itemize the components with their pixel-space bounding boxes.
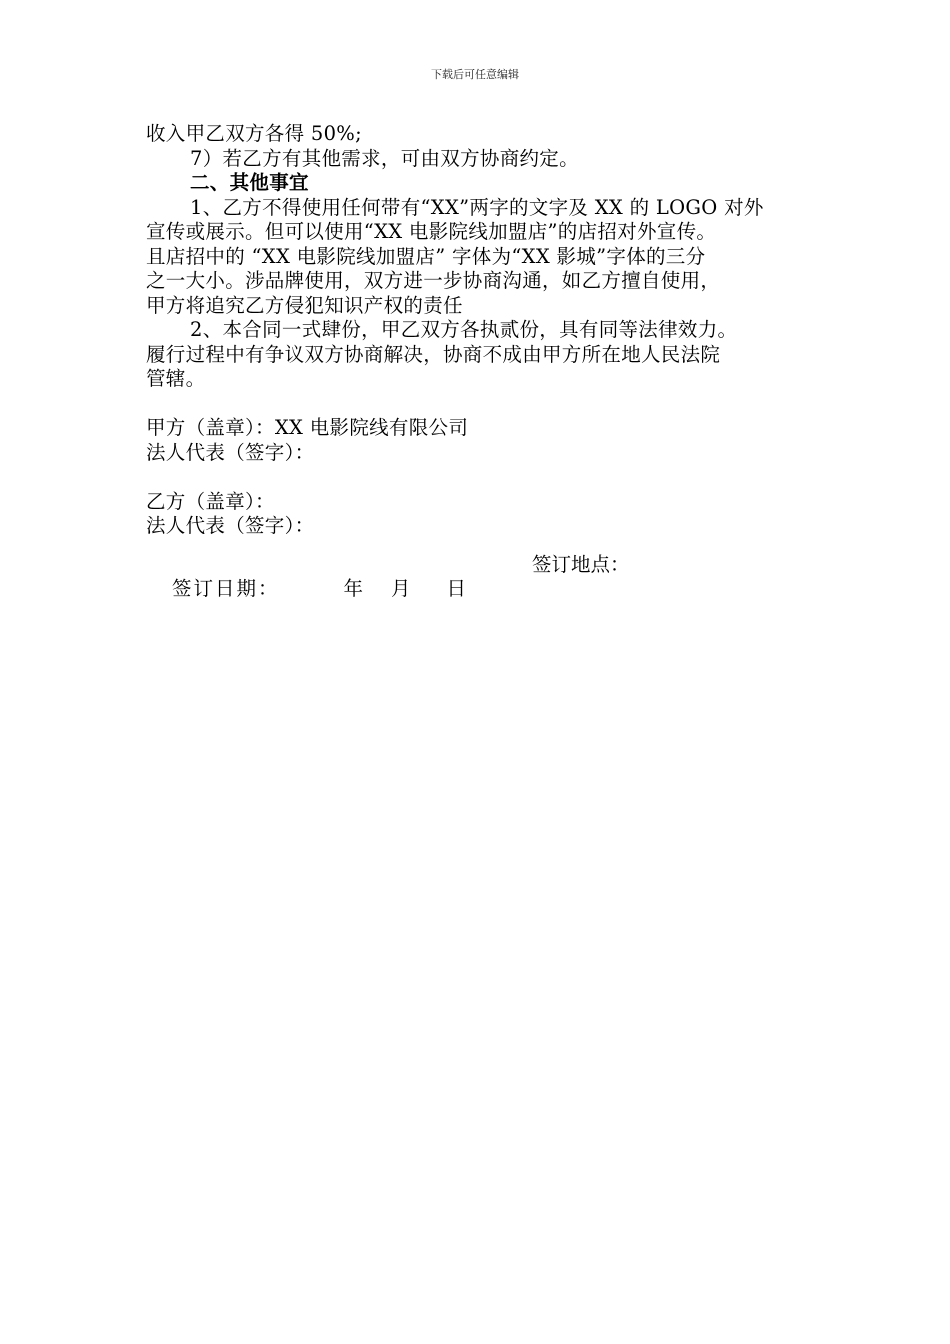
signing-place: 签订地点： <box>532 553 630 576</box>
date-year-label: 年 <box>343 577 366 600</box>
clause-1-line: 甲方将追究乙方侵犯知识产权的责任 <box>146 293 463 317</box>
section-heading: 二、其他事宜 <box>190 171 309 194</box>
paragraph-line: 收入甲乙双方各得 50%; <box>146 122 363 145</box>
date-day-label: 日 <box>446 577 469 600</box>
signing-date-label: 签订日期： <box>172 577 280 600</box>
signing-date <box>172 573 468 601</box>
clause-2-line: 履行过程中有争议双方协商解决，协商不成由甲方所在地人民法院 <box>146 342 721 366</box>
party-b-representative: 法人代表（签字）： <box>146 514 315 537</box>
party-a-representative: 法人代表（签字）： <box>146 440 315 464</box>
spacer <box>146 392 810 417</box>
clause-2-line: 管辖。 <box>146 367 206 390</box>
party-b-seal: 乙方（盖章）： <box>146 489 275 513</box>
clause-7: 7）若乙方有其他需求，可由双方协商约定。 <box>190 146 579 170</box>
page-header: 下载后可任意编辑 <box>431 68 519 81</box>
clause-1-line: 之一大小。涉品牌使用，双方进一步协商沟通，如乙方擅自使用， <box>146 269 721 292</box>
clause-2-line: 2、本合同一式肆份，甲乙双方各执贰份，具有同等法律效力。 <box>190 318 738 341</box>
clause-1-line: 宣传或展示。但可以使用“XX 电影院线加盟店”的店招对外宣传。 <box>146 220 717 243</box>
spacer <box>146 465 810 490</box>
clause-1-line: 且店招中的 “XX 电影院线加盟店” 字体为“XX 影城”字体的三分 <box>146 244 706 268</box>
clause-1-line: 1、乙方不得使用任何带有“XX”两字的文字及 XX 的 LOGO 对外 <box>190 195 764 219</box>
document-body <box>146 122 810 539</box>
party-a-seal: 甲方（盖章）：XX 电影院线有限公司 <box>146 416 469 439</box>
date-month-label: 月 <box>391 577 413 600</box>
